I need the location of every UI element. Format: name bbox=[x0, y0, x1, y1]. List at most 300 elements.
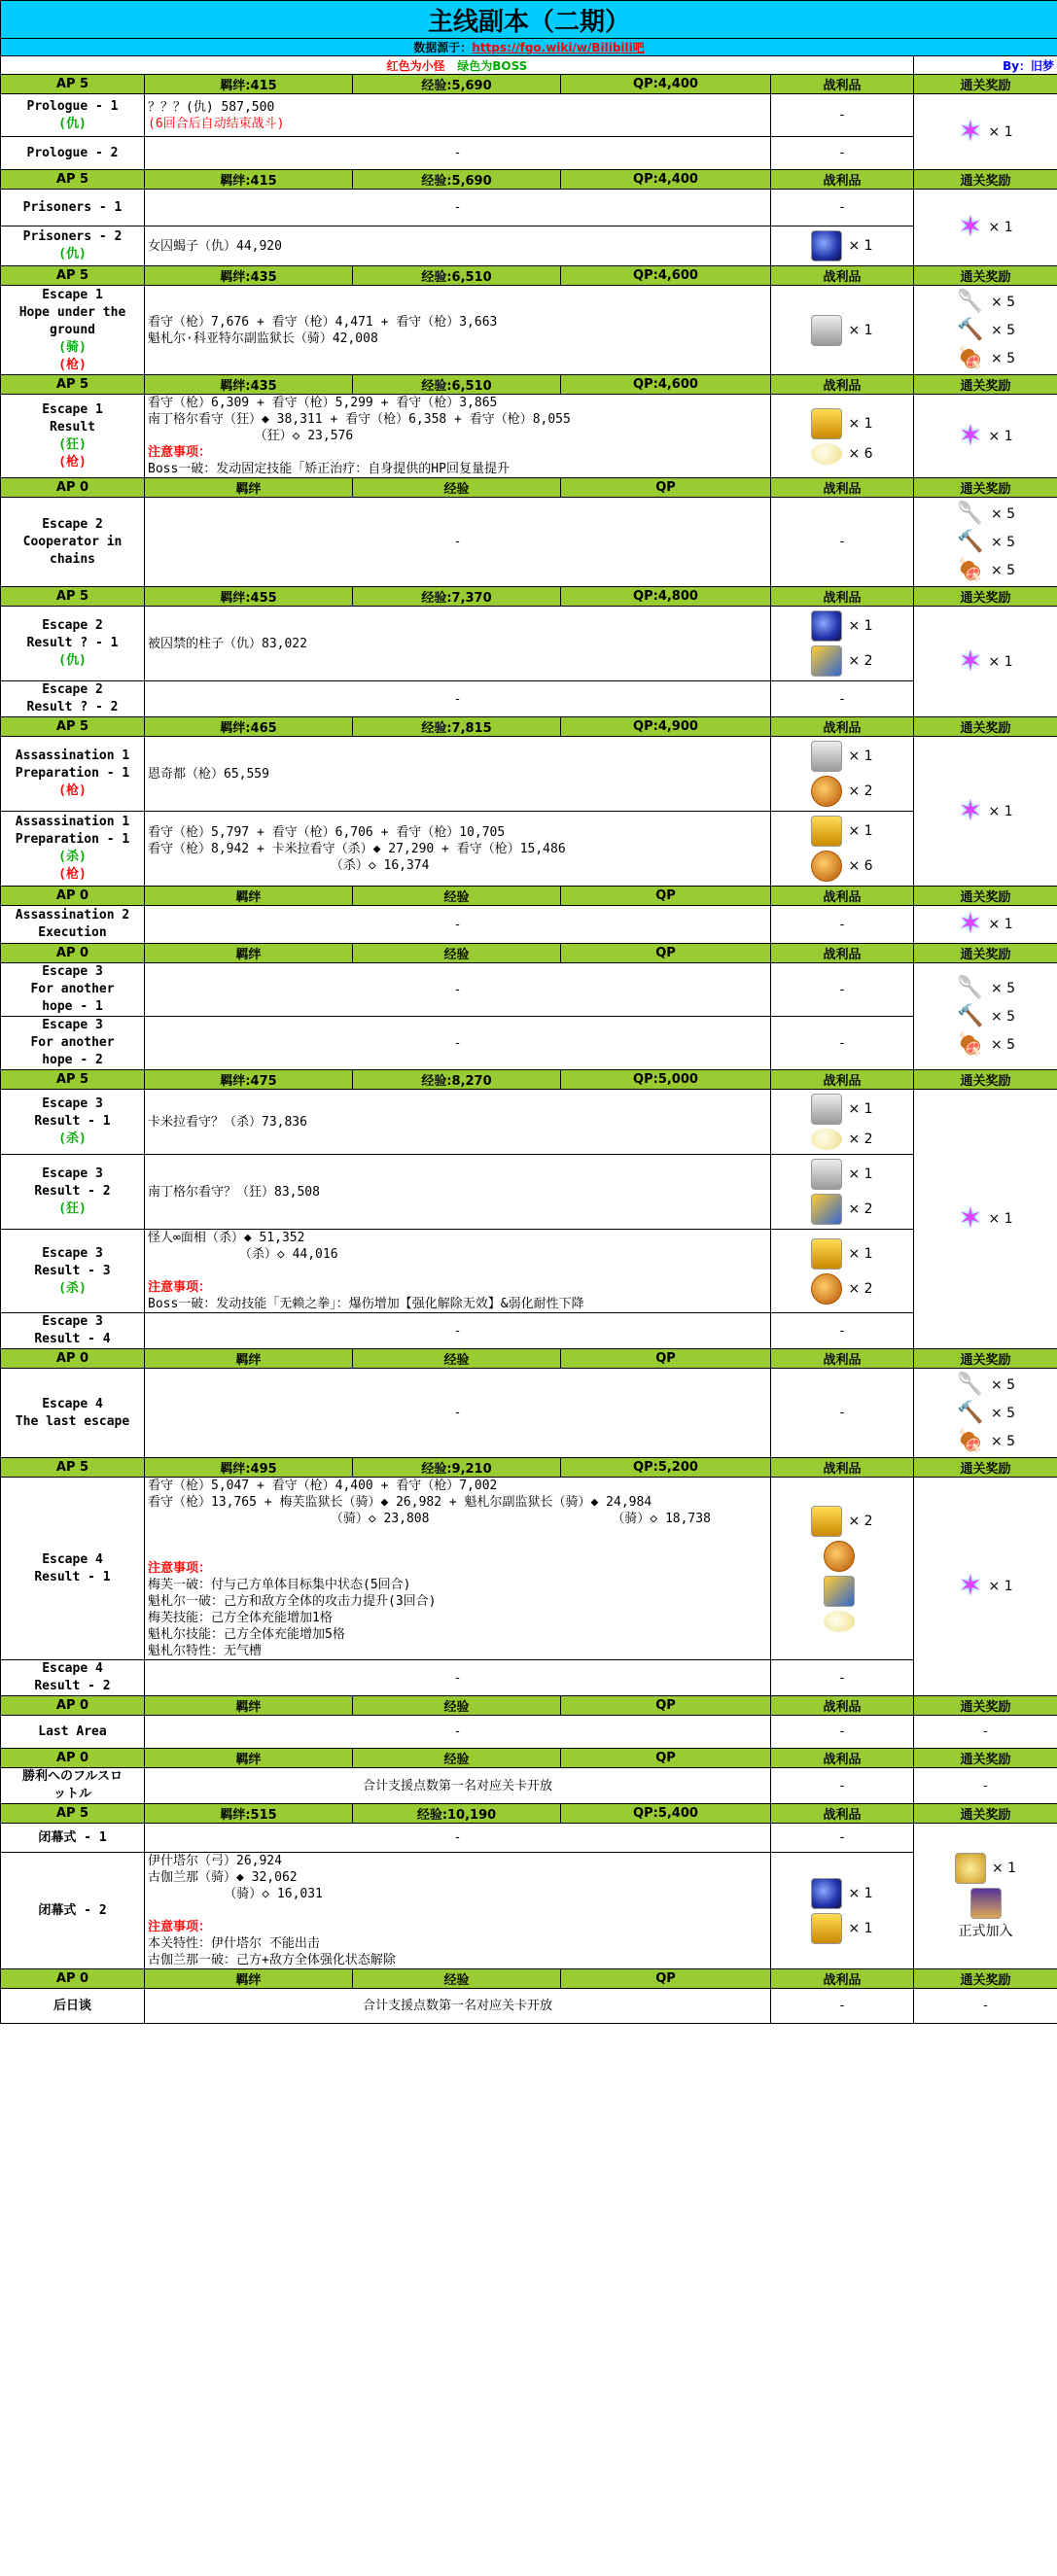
enemy-line: Boss一破：发动固定技能「矫正治疗：自身提供的HP回复量提升 bbox=[148, 462, 510, 476]
loot-qty: × 2 bbox=[848, 1280, 873, 1297]
qp-value: QP:4,600 bbox=[561, 266, 771, 286]
reward-cell bbox=[914, 286, 1057, 375]
enemy-info bbox=[145, 1155, 771, 1230]
quest-name-line: Result bbox=[50, 419, 95, 435]
quest-name-line: Escape 1 bbox=[42, 287, 103, 302]
enemy-info: - bbox=[145, 1313, 771, 1349]
enemy-info bbox=[145, 226, 771, 266]
legend-red: 红色为小怪 bbox=[386, 58, 445, 73]
reward-item bbox=[917, 1888, 1054, 1940]
section-header bbox=[1, 170, 1057, 190]
bond-value: 羁绊:455 bbox=[145, 587, 353, 607]
quest-name-line: Escape 3 bbox=[42, 1245, 103, 1261]
loot-item bbox=[774, 1611, 910, 1632]
ap-cost: AP 0 bbox=[1, 1349, 145, 1369]
quest-name bbox=[1, 190, 145, 226]
statue-icon bbox=[811, 315, 842, 346]
loot-cell: - bbox=[771, 498, 914, 587]
author-credit: By：旧梦 bbox=[914, 56, 1057, 75]
reward-item bbox=[917, 793, 1054, 828]
quest-row bbox=[1, 226, 1057, 266]
quest-name-line: Result - 1 bbox=[34, 1569, 111, 1584]
qp-value: QP bbox=[561, 1696, 771, 1716]
quest-name-line: Prisoners - 2 bbox=[22, 229, 123, 244]
gold-icon bbox=[811, 816, 842, 847]
quest-name-line: Execution bbox=[38, 925, 107, 940]
enemy-line: 看守（枪）5,047 + 看守（枪）4,400 + 看守（枪）7,002 bbox=[148, 1479, 498, 1493]
enemy-info: - bbox=[145, 1716, 771, 1749]
egg-icon bbox=[811, 1129, 842, 1150]
loot-item bbox=[774, 1159, 910, 1190]
quest-name-line: 勝利へのフルスロ bbox=[21, 1769, 123, 1784]
quest-row bbox=[1, 1017, 1057, 1070]
qp-value: QP bbox=[561, 887, 771, 906]
enemy-line: 女囚蝎子（仇）44,920 bbox=[148, 238, 282, 254]
quest-name bbox=[1, 1090, 145, 1155]
bond-value: 羁绊 bbox=[145, 1696, 353, 1716]
gold-icon bbox=[811, 1506, 842, 1537]
section-header bbox=[1, 1458, 1057, 1478]
reward-qty: × 5 bbox=[990, 1405, 1016, 1421]
loot-qty: × 1 bbox=[848, 238, 873, 254]
reward-item bbox=[917, 318, 1054, 342]
loot-item bbox=[774, 851, 910, 882]
reward-header: 通关奖励 bbox=[914, 375, 1057, 395]
reward-header: 通关奖励 bbox=[914, 587, 1057, 607]
quest-row bbox=[1, 1853, 1057, 1969]
loot-header: 战利品 bbox=[771, 1070, 914, 1090]
reward-cell bbox=[914, 190, 1057, 266]
quest-name-line: Cooperator in bbox=[22, 534, 123, 549]
reward-cell bbox=[914, 737, 1057, 887]
quest-name-line: Prologue - 2 bbox=[26, 145, 119, 160]
section-header bbox=[1, 1696, 1057, 1716]
notes-heading: 注意事项： bbox=[148, 1561, 212, 1576]
notes-heading: 注意事项： bbox=[148, 1920, 212, 1934]
loot-header: 战利品 bbox=[771, 1458, 914, 1478]
loot-item bbox=[774, 1506, 910, 1537]
loot-cell bbox=[771, 812, 914, 887]
loot-header: 战利品 bbox=[771, 1749, 914, 1768]
reward-item bbox=[917, 1401, 1054, 1425]
quest-name-line: Assassination 1 bbox=[15, 748, 130, 763]
qp-value: QP:4,600 bbox=[561, 375, 771, 395]
enemy-line: 魁札尔·科亚特尔副监狱长（骑）42,008 bbox=[148, 331, 378, 346]
source-link[interactable]: https://fgo.wiki/w/Bilibili吧 bbox=[472, 41, 645, 54]
legend-green: 绿色为BOSS bbox=[457, 58, 528, 73]
quest-name-line: Result - 2 bbox=[34, 1679, 111, 1693]
section-header bbox=[1, 75, 1057, 94]
loot-qty: × 1 bbox=[848, 322, 873, 338]
ap-cost: AP 5 bbox=[1, 1458, 145, 1478]
reward-qty: × 5 bbox=[990, 1036, 1016, 1053]
bond-value: 羁绊 bbox=[145, 1749, 353, 1768]
quest-name-line: (仇) bbox=[58, 653, 87, 668]
reward-header: 通关奖励 bbox=[914, 887, 1057, 906]
reward-header: 通关奖励 bbox=[914, 1969, 1057, 1989]
ap-cost: AP 5 bbox=[1, 717, 145, 737]
quest-name-line: ットル bbox=[53, 1787, 91, 1801]
bond-value: 羁绊:415 bbox=[145, 75, 353, 94]
reward-qty: × 5 bbox=[990, 294, 1016, 310]
reward-qty: × 1 bbox=[988, 220, 1013, 235]
quest-name bbox=[1, 226, 145, 266]
loot-item bbox=[774, 1129, 910, 1150]
servant-icon bbox=[970, 1888, 1002, 1919]
reward-item bbox=[917, 530, 1054, 554]
loot-item bbox=[774, 443, 910, 465]
enemy-info: - bbox=[145, 190, 771, 226]
loot-cell bbox=[771, 395, 914, 478]
reward-qty: × 5 bbox=[990, 1376, 1016, 1393]
enemy-line: 南丁格尔看守（狂）◆ 38,311 + 看守（枪）6,358 + 看守（枪）8,055 bbox=[148, 412, 571, 427]
coin-icon bbox=[824, 1541, 855, 1572]
section-header bbox=[1, 1804, 1057, 1824]
loot-item bbox=[774, 1576, 910, 1607]
reward-cell bbox=[914, 963, 1057, 1070]
exp-value: 经验 bbox=[353, 1969, 561, 1989]
quest-name bbox=[1, 1313, 145, 1349]
loot-cell bbox=[771, 286, 914, 375]
quest-name-line: ground bbox=[50, 322, 95, 337]
reward-cell bbox=[914, 607, 1057, 717]
exp-value: 经验 bbox=[353, 887, 561, 906]
loot-item bbox=[774, 408, 910, 439]
loot-cell: - bbox=[771, 1660, 914, 1696]
quest-name bbox=[1, 681, 145, 717]
loot-item bbox=[774, 610, 910, 642]
loot-cell: - bbox=[771, 190, 914, 226]
ap-cost: AP 0 bbox=[1, 1749, 145, 1768]
quest-name bbox=[1, 607, 145, 681]
loot-cell: - bbox=[771, 1369, 914, 1458]
enemy-info: - bbox=[145, 1660, 771, 1696]
loot-qty: × 1 bbox=[848, 1245, 873, 1262]
section-header bbox=[1, 1749, 1057, 1768]
loot-cell: - bbox=[771, 137, 914, 170]
quest-name-line: (枪) bbox=[58, 454, 87, 470]
bond-value: 羁绊:515 bbox=[145, 1804, 353, 1824]
loot-qty: × 2 bbox=[848, 1131, 873, 1147]
quest-name-line: 后日谈 bbox=[53, 1998, 91, 2013]
loot-qty: × 2 bbox=[848, 1513, 873, 1529]
gold-icon bbox=[811, 1913, 842, 1944]
quest-name-line: Result ? - 1 bbox=[26, 636, 119, 650]
loot-header: 战利品 bbox=[771, 375, 914, 395]
loot-qty: × 1 bbox=[848, 1101, 873, 1117]
loot-cell: - bbox=[771, 1313, 914, 1349]
enemy-line: 恩奇都（枪）65,559 bbox=[148, 766, 269, 782]
enemy-line: 本关特性：伊什塔尔 不能出击 bbox=[148, 1936, 320, 1951]
enemy-info bbox=[145, 737, 771, 812]
enemy-info: 合计支援点数第一名对应关卡开放 bbox=[145, 1989, 771, 2024]
reward-qty: × 1 bbox=[988, 917, 1013, 932]
loot-header: 战利品 bbox=[771, 887, 914, 906]
loot-header: 战利品 bbox=[771, 944, 914, 963]
hammer-icon: 🔨 bbox=[957, 1401, 984, 1425]
loot-cell bbox=[771, 1478, 914, 1660]
loot-item bbox=[774, 1194, 910, 1225]
enemy-line bbox=[148, 1527, 767, 1544]
loot-item bbox=[774, 816, 910, 847]
enemy-line: （骑）◇ 23,808 （骑）◇ 18,738 bbox=[148, 1512, 711, 1526]
loot-header: 战利品 bbox=[771, 266, 914, 286]
quest-name-line: chains bbox=[50, 551, 95, 567]
orb-icon bbox=[811, 1878, 842, 1909]
quest-name-line: Assassination 2 bbox=[15, 908, 130, 922]
exp-value: 经验:5,690 bbox=[353, 170, 561, 190]
exp-value: 经验:9,210 bbox=[353, 1458, 561, 1478]
orb-icon bbox=[811, 610, 842, 642]
loot-cell bbox=[771, 737, 914, 812]
star-icon: ✶ bbox=[958, 1569, 983, 1603]
loot-cell: - bbox=[771, 1017, 914, 1070]
reward-item bbox=[917, 114, 1054, 149]
enemy-info: - bbox=[145, 963, 771, 1017]
reward-item bbox=[917, 290, 1054, 314]
quest-row bbox=[1, 137, 1057, 170]
reward-qty: × 1 bbox=[988, 1579, 1013, 1594]
quest-name bbox=[1, 498, 145, 587]
reward-header: 通关奖励 bbox=[914, 478, 1057, 498]
quest-name-line: hope - 1 bbox=[42, 999, 103, 1014]
quest-row bbox=[1, 1369, 1057, 1458]
qp-value: QP bbox=[561, 478, 771, 498]
reward-item bbox=[917, 1853, 1054, 1884]
loot-qty: × 2 bbox=[848, 783, 873, 799]
loot-qty: × 1 bbox=[848, 1166, 873, 1182]
section-header bbox=[1, 478, 1057, 498]
ap-cost: AP 0 bbox=[1, 478, 145, 498]
reward-qty: × 1 bbox=[988, 1211, 1013, 1227]
reward-cell bbox=[914, 1090, 1057, 1349]
quest-name bbox=[1, 94, 145, 137]
gold-icon bbox=[811, 408, 842, 439]
quest-name bbox=[1, 1155, 145, 1230]
trophy-icon bbox=[955, 1853, 986, 1884]
statue-icon bbox=[811, 1094, 842, 1125]
quest-name-line: (枪) bbox=[58, 867, 87, 882]
bond-value: 羁绊 bbox=[145, 944, 353, 963]
reward-item bbox=[917, 907, 1054, 941]
reward-item bbox=[917, 502, 1054, 526]
bond-value: 羁绊:495 bbox=[145, 1458, 353, 1478]
bond-value: 羁绊:435 bbox=[145, 375, 353, 395]
reward-qty: × 5 bbox=[990, 562, 1016, 578]
star-icon: ✶ bbox=[958, 210, 983, 244]
ap-cost: AP 5 bbox=[1, 266, 145, 286]
exp-value: 经验:6,510 bbox=[353, 266, 561, 286]
bond-value: 羁绊:435 bbox=[145, 266, 353, 286]
bond-value: 羁绊:465 bbox=[145, 717, 353, 737]
quest-name bbox=[1, 1768, 145, 1804]
quest-name-line: Preparation - 1 bbox=[15, 832, 130, 847]
loot-item bbox=[774, 1238, 910, 1270]
quest-row bbox=[1, 812, 1057, 887]
loot-header: 战利品 bbox=[771, 1349, 914, 1369]
enemy-line: 看守（枪）13,765 + 梅芙监狱长（骑）◆ 26,982 + 魁札尔副监狱长（骑）◆ 24,984 bbox=[148, 1495, 652, 1510]
loot-qty: × 6 bbox=[848, 858, 873, 874]
reward-cell bbox=[914, 1478, 1057, 1696]
loot-item bbox=[774, 645, 910, 677]
quest-name bbox=[1, 737, 145, 812]
enemy-line: 卡米拉看守？（杀）73,836 bbox=[148, 1114, 307, 1130]
exp-value: 经验 bbox=[353, 1749, 561, 1768]
enemy-info: - bbox=[145, 906, 771, 944]
quest-name-line: Prologue - 1 bbox=[26, 98, 119, 114]
enemy-line bbox=[148, 1544, 767, 1560]
enemy-line: 看守（枪）7,676 + 看守（枪）4,471 + 看守（枪）3,663 bbox=[148, 314, 498, 330]
reward-item bbox=[917, 1569, 1054, 1603]
quest-name-line: Result - 4 bbox=[34, 1332, 111, 1346]
reward-qty: 正式加入 bbox=[958, 1923, 1013, 1939]
quest-row bbox=[1, 681, 1057, 717]
quest-name-line: Result ? - 2 bbox=[26, 700, 119, 714]
quest-row bbox=[1, 1478, 1057, 1660]
bond-value: 羁绊 bbox=[145, 1969, 353, 1989]
qp-value: QP:5,400 bbox=[561, 1804, 771, 1824]
loot-header: 战利品 bbox=[771, 1969, 914, 1989]
reward-item bbox=[917, 1429, 1054, 1453]
quest-name-line: Preparation - 1 bbox=[15, 766, 130, 781]
reward-cell: - bbox=[914, 1716, 1057, 1749]
coin-icon bbox=[811, 776, 842, 807]
quest-name bbox=[1, 963, 145, 1017]
reward-header: 通关奖励 bbox=[914, 1696, 1057, 1716]
qp-value: QP bbox=[561, 1969, 771, 1989]
color-legend bbox=[1, 56, 914, 75]
ap-cost: AP 5 bbox=[1, 170, 145, 190]
loot-cell bbox=[771, 1230, 914, 1313]
qp-value: QP:4,800 bbox=[561, 587, 771, 607]
reward-item bbox=[917, 418, 1054, 453]
section-header bbox=[1, 266, 1057, 286]
reward-item bbox=[917, 558, 1054, 582]
reward-header: 通关奖励 bbox=[914, 1749, 1057, 1768]
quest-name-line: For another bbox=[30, 1035, 115, 1050]
card-icon bbox=[811, 1194, 842, 1225]
egg-icon bbox=[811, 443, 842, 465]
enemy-info: - bbox=[145, 1824, 771, 1853]
enemy-line: 被囚禁的柱子（仇）83,022 bbox=[148, 636, 307, 651]
enemy-line: （杀）◇ 16,374 bbox=[148, 857, 430, 873]
quest-name-line: Escape 2 bbox=[42, 618, 103, 633]
section-header bbox=[1, 887, 1057, 906]
loot-qty: × 1 bbox=[848, 748, 873, 764]
loot-cell: - bbox=[771, 94, 914, 137]
exp-value: 经验:7,815 bbox=[353, 717, 561, 737]
loot-cell: - bbox=[771, 681, 914, 717]
quest-row bbox=[1, 1155, 1057, 1230]
meat-icon: 🍖 bbox=[957, 558, 984, 582]
quest-name bbox=[1, 812, 145, 887]
enemy-info: - bbox=[145, 1017, 771, 1070]
loot-cell: - bbox=[771, 1768, 914, 1804]
reward-item bbox=[917, 644, 1054, 679]
bond-value: 羁绊 bbox=[145, 887, 353, 906]
reward-header: 通关奖励 bbox=[914, 75, 1057, 94]
qp-value: QP:4,900 bbox=[561, 717, 771, 737]
reward-item bbox=[917, 1201, 1054, 1236]
reward-qty: × 5 bbox=[990, 505, 1016, 522]
loot-item bbox=[774, 1094, 910, 1125]
enemy-line: 南丁格尔看守？（狂）83,508 bbox=[148, 1184, 320, 1200]
statue-icon bbox=[811, 1159, 842, 1190]
star-icon: ✶ bbox=[958, 793, 983, 828]
quest-name-line: Escape 3 bbox=[42, 1018, 103, 1032]
loot-header: 战利品 bbox=[771, 478, 914, 498]
quest-name-line: Hope under the bbox=[18, 304, 126, 320]
quest-name-line: Assassination 1 bbox=[15, 815, 130, 829]
loot-cell bbox=[771, 1155, 914, 1230]
reward-header: 通关奖励 bbox=[914, 1458, 1057, 1478]
bond-value: 羁绊:415 bbox=[145, 170, 353, 190]
enemy-info bbox=[145, 1090, 771, 1155]
reward-cell bbox=[914, 94, 1057, 170]
page-title: 主线副本（二期） bbox=[1, 1, 1057, 39]
enemy-info bbox=[145, 812, 771, 887]
reward-header: 通关奖励 bbox=[914, 717, 1057, 737]
loot-qty: × 1 bbox=[848, 823, 873, 839]
quest-row bbox=[1, 395, 1057, 478]
quest-name bbox=[1, 1660, 145, 1696]
reward-cell bbox=[914, 1824, 1057, 1969]
quest-name-line: Escape 4 bbox=[42, 1396, 103, 1411]
enemy-line: 魁札尔特性：无气槽 bbox=[148, 1644, 263, 1658]
reward-qty: × 5 bbox=[990, 1433, 1016, 1449]
star-icon: ✶ bbox=[958, 644, 983, 679]
reward-item bbox=[917, 1373, 1054, 1397]
enemy-line: ？？？(仇) 587,500 bbox=[148, 99, 275, 115]
quest-name bbox=[1, 1478, 145, 1660]
loot-cell: - bbox=[771, 906, 914, 944]
reward-qty: × 1 bbox=[988, 803, 1013, 819]
ap-cost: AP 0 bbox=[1, 1969, 145, 1989]
loot-item bbox=[774, 776, 910, 807]
quest-name-line: (杀) bbox=[58, 1280, 87, 1296]
ap-cost: AP 0 bbox=[1, 944, 145, 963]
exp-value: 经验:7,370 bbox=[353, 587, 561, 607]
reward-cell bbox=[914, 395, 1057, 478]
gold-icon bbox=[811, 1238, 842, 1270]
loot-item bbox=[774, 1541, 910, 1572]
card-icon bbox=[811, 645, 842, 677]
quest-row bbox=[1, 737, 1057, 812]
orb-icon bbox=[811, 230, 842, 261]
quest-name-line: Escape 1 bbox=[42, 401, 103, 417]
exp-value: 经验:8,270 bbox=[353, 1070, 561, 1090]
quest-name-line: (仇) bbox=[58, 247, 87, 261]
reward-cell bbox=[914, 1369, 1057, 1458]
qp-value: QP:4,400 bbox=[561, 75, 771, 94]
loot-item bbox=[774, 1913, 910, 1944]
reward-header: 通关奖励 bbox=[914, 1349, 1057, 1369]
quest-name-line: 闭幕式 - 1 bbox=[38, 1829, 107, 1845]
enemy-line: 怪人∞面相（杀）◆ 51,352 bbox=[148, 1231, 305, 1245]
enemy-line: 魁札尔技能：己方全体充能增加5格 bbox=[148, 1627, 345, 1642]
reward-cell: - bbox=[914, 1989, 1057, 2024]
enemy-info: 合计支援点数第一名对应关卡开放 bbox=[145, 1768, 771, 1804]
quest-name-line: hope - 2 bbox=[42, 1053, 103, 1067]
quest-name-line: (骑) bbox=[58, 339, 87, 355]
loot-cell: - bbox=[771, 1824, 914, 1853]
exp-value: 经验 bbox=[353, 944, 561, 963]
exp-value: 经验 bbox=[353, 478, 561, 498]
quest-name-line: For another bbox=[30, 982, 115, 996]
ap-cost: AP 5 bbox=[1, 75, 145, 94]
quest-row bbox=[1, 607, 1057, 681]
loot-qty: × 1 bbox=[848, 1920, 873, 1936]
